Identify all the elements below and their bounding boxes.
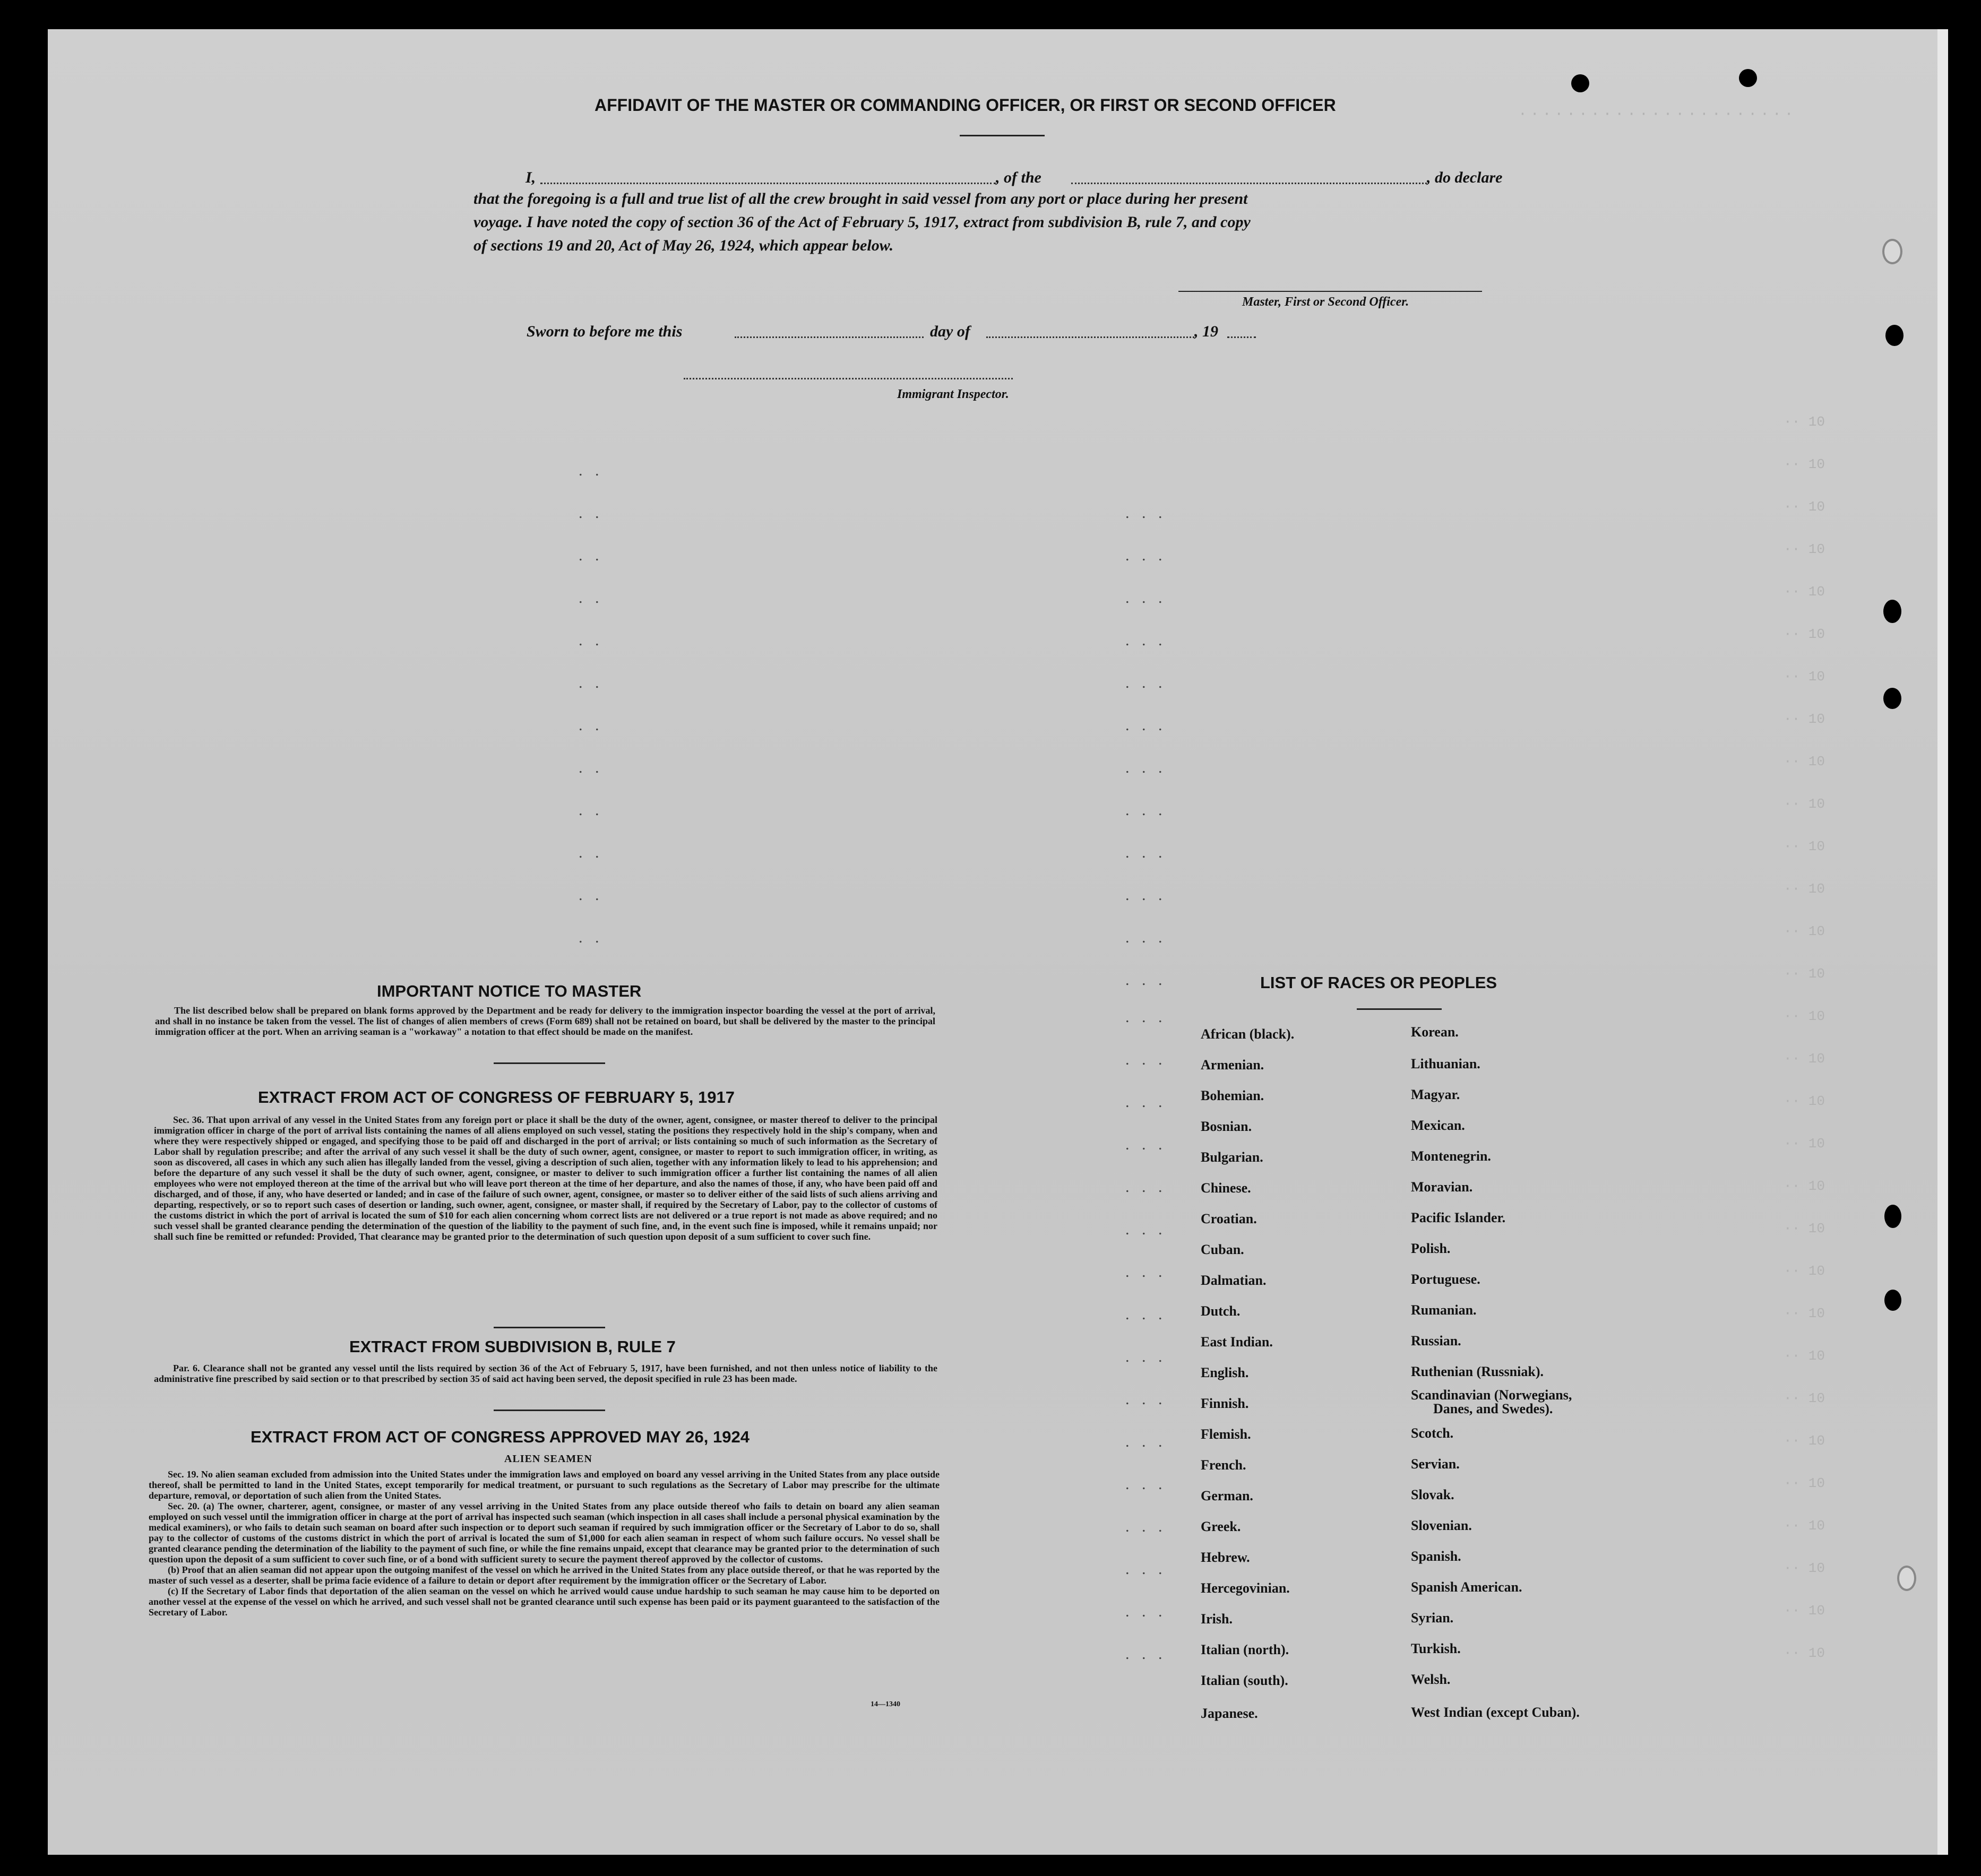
extract-1917-text [154,1114,937,1242]
race-item: French. [1201,1457,1246,1473]
year-prefix-label: , 19 [1194,323,1218,340]
affidavit-body-line1: that the foregoing is a full and true list of all the crew brought in said vessel from any port or place during her present [473,190,1248,208]
section-19-paragraph: Sec. 19. No alien seaman excluded from admission into the United States under the immigration laws and employed on board any vessel arriving in the United States from any place outside thereof, shall be permitted to land in the United States, except temporarily for medical treatment, or pursuant to such regulations as the Secretary of Labor may prescribe for the ultimate departure, removal, or deportation of such alien from the United States. [149,1469,940,1501]
of-the-label: , of the [996,169,1041,186]
punch-hole [1739,69,1757,87]
do-declare-label: , do declare [1427,169,1503,186]
race-item: Hercegovinian. [1201,1580,1290,1596]
day-of-label: day of [930,323,970,340]
declarant-label: I, [526,169,536,186]
master-signature-line[interactable] [1178,291,1482,292]
section-36-paragraph: Sec. 36. That upon arrival of any vessel in the United States from any foreign port or place it shall be the duty of the owner, agent, consignee, or master thereof to deliver to the principal immigration officer in charge of the port of arrival lists containing the names of all aliens employed on such vessel, stating the positions they respectively hold in the ship's company, when and where they were respectively shipped or engaged, and specifying those to be paid off and discharged in the port of arrival; or lists containing so much of such information as the Secretary of Labor shall by regulation prescribe; and after the arrival of any such vessel it shall be the duty of such owner, agent, consignee, or master to report to such immigration officer, in writing, as soon as discovered, all cases in which any such alien has illegally landed from the vessel, giving a description of such alien, together with any information likely to lead to his apprehension; and before the departure of any such vessel it shall be the duty of such owner, agent, consignee, or master to deliver to such immigration officer a further list containing the names of all alien employees who were not employed thereon at the time of the arrival but who will leave port thereon at the time of her departure, and also the names of those, if any, who have been paid off and discharged, and of those, if any, who have deserted or landed; and in case of the failure of such owner, agent, consignee, or master so to deliver either of the said lists of such aliens arriving and departing, respectively, or so to report such cases of desertion or landing, such owner, agent, consignee, or master shall, if required by the Secretary of Labor, pay to the collector of customs of the customs district in which the port of arrival is located the sum of $10 for each alien concerning whom correct lists are not delivered or a true report is not made as above required; and no such vessel shall be granted clearance pending the determination of the question of the liability to the payment of such fine, and, in the event such fine is imposed, while it remains unpaid; nor shall such fine be remitted or refunded: Provided, That clearance may be granted prior to the determination of such question upon deposit of a sum sufficient to cover such fine. [154,1114,937,1242]
notice-text [155,1005,935,1037]
race-item: Bosnian. [1201,1119,1252,1134]
race-item: Italian (north). [1201,1642,1289,1657]
form-number: 14—1340 [871,1700,900,1708]
race-item: Flemish. [1201,1427,1251,1442]
race-item: Spanish American. [1411,1579,1522,1595]
punch-hole [1883,600,1901,623]
race-item: Bohemian. [1201,1088,1264,1103]
race-item: Dutch. [1201,1303,1241,1319]
punch-hole [1884,1205,1901,1228]
race-item: German. [1201,1488,1253,1503]
punch-hole [1885,325,1904,346]
extract-rule7-title: EXTRACT FROM SUBDIVISION B, RULE 7 [349,1337,676,1356]
race-item: African (black). [1201,1026,1295,1042]
section-divider [494,1327,605,1328]
race-item: Irish. [1201,1611,1233,1627]
punch-hole [1884,1290,1901,1311]
master-caption: Master, First or Second Officer. [1242,295,1409,309]
declarant-name-field[interactable] [540,183,996,184]
race-item-continuation: Danes, and Swedes). [1433,1401,1553,1416]
section-divider [494,1062,605,1064]
race-item: Finnish. [1201,1396,1249,1411]
race-item: Moravian. [1411,1179,1473,1195]
punch-hole-ring [1897,1566,1916,1591]
race-item: Hebrew. [1201,1550,1250,1565]
sworn-label: Sworn to before me this [527,323,683,340]
race-item: Montenegrin. [1411,1148,1491,1164]
race-item: Croatian. [1201,1211,1257,1226]
race-item: Italian (south). [1201,1673,1288,1688]
sworn-day-field[interactable] [735,336,924,338]
section-20c-paragraph: (c) If the Secretary of Labor finds that deportation of the alien seaman on the vessel on which he arrived would cause undue hardship to such seaman he may cause him to be deported on another vessel at the expense of the vessel on which he arrived, and such vessel shall not be granted clearance until such expense has been paid or its payment guaranteed to the satisfaction of the Secretary of Labor. [149,1586,940,1618]
race-item: Bulgarian. [1201,1149,1263,1165]
race-item: Servian. [1411,1456,1460,1472]
race-item: English. [1201,1365,1249,1380]
race-item: Pacific Islander. [1411,1210,1506,1225]
notice-paragraph: The list described below shall be prepared on blank forms approved by the Department and be ready for delivery to the immigration inspector boarding the vessel at the port of arrival, and shall in no instance be taken from the vessel. The list of changes of alien members of crews (Form 689) shall not be retained on board, but shall be delivered by the master to the principal immigration officer at the port. When an arriving seaman is a "workaway" a notation to that effect should be made on the manifest. [155,1005,935,1037]
race-item: Lithuanian. [1411,1056,1480,1071]
notice-title: IMPORTANT NOTICE TO MASTER [377,982,642,1000]
vessel-name-field[interactable] [1071,183,1427,184]
race-item: Chinese. [1201,1180,1251,1196]
extract-rule7-text [154,1363,937,1384]
extract-1924-title: EXTRACT FROM ACT OF CONGRESS APPROVED MAY 26, 1924 [251,1428,750,1446]
affidavit-body-line2: voyage. I have noted the copy of section 36 of the Act of February 5, 1917, extract from subdivision B, rule 7, and copy [473,213,1251,231]
races-title: LIST OF RACES OR PEOPLES [1260,973,1497,992]
race-item: Korean. [1411,1024,1459,1040]
punch-hole [1883,688,1901,709]
races-underline [1357,1008,1442,1010]
sworn-year-field[interactable] [1227,336,1256,338]
race-item: Armenian. [1201,1057,1264,1073]
paragraph-6: Par. 6. Clearance shall not be granted any vessel until the lists required by section 36 of the Act of February 5, 1917, have been furnished, and not then unless notice of liability to the administrative fine prescribed by said section or to that prescribed by section 35 of said act having been served, the deposit specified in rule 23 has been made. [154,1363,937,1384]
race-item: Magyar. [1411,1087,1460,1102]
sworn-month-field[interactable] [986,336,1194,338]
race-item: Polish. [1411,1241,1451,1256]
race-item: Greek. [1201,1519,1241,1534]
race-item: Cuban. [1201,1242,1244,1257]
extract-1917-title: EXTRACT FROM ACT OF CONGRESS OF FEBRUARY 5, 1917 [258,1088,735,1106]
race-item: Syrian. [1411,1610,1454,1626]
section-20a-paragraph: Sec. 20. (a) The owner, charterer, agent, consignee, or master of any vessel arriving in the United States from any place outside thereof who fails to detain on board any alien seaman employed on such vessel until the immigration officer in charge at the port of arrival has inspected such seaman (which inspection in all cases shall include a personal physical examination by the medical examiners), or who fails to detain such seaman on board after such inspection or to deport such seaman if required by such immigration officer or the Secretary of Labor to do so, shall pay to the collector of customs of the customs district in which the port of arrival is located the sum of $1,000 for each alien seaman in respect of whom such failure occurs. No vessel shall be granted clearance pending the determination of the liability to the payment of such fine, or while the fine remains unpaid, except that clearance may be granted prior to the determination of such question upon the deposit of a sum sufficient to cover such fine, or of a bond with sufficient surety to secure the payment thereof approved by the collector of customs. [149,1501,940,1564]
race-item: Slovenian. [1411,1518,1472,1533]
punch-hole [1571,74,1589,92]
section-divider [494,1410,605,1411]
inspector-signature-line[interactable] [684,378,1013,379]
race-item: Slovak. [1411,1487,1454,1502]
race-item: Scotch. [1411,1425,1454,1441]
affidavit-body-line3: of sections 19 and 20, Act of May 26, 1924, which appear below. [473,237,894,254]
race-item: East Indian. [1201,1334,1273,1350]
race-item: Welsh. [1411,1672,1451,1687]
race-item: West Indian (except Cuban). [1411,1705,1580,1720]
alien-seamen-subtitle: ALIEN SEAMEN [504,1453,592,1465]
race-item: Russian. [1411,1333,1461,1348]
page-edge [1937,29,1948,1855]
race-item: Turkish. [1411,1641,1461,1656]
race-item: Portuguese. [1411,1272,1480,1287]
punch-hole-ring [1882,239,1902,264]
race-item: Japanese. [1201,1706,1258,1721]
affidavit-title: AFFIDAVIT OF THE MASTER OR COMMANDING OFFICER, OR FIRST OR SECOND OFFICER [595,96,1336,115]
inspector-caption: Immigrant Inspector. [897,387,1009,401]
section-20b-paragraph: (b) Proof that an alien seaman did not appear upon the outgoing manifest of the vessel on which he arrived in the United States from any place outside thereof, or that he was reported by the master of such vessel as a deserter, shall be prima facie evidence of a failure to detain or deport after requirement by the immigration officer or the Secretary of Labor. [149,1564,940,1586]
extract-1924-text [149,1469,940,1618]
race-item: Rumanian. [1411,1302,1477,1318]
race-item: Spanish. [1411,1549,1461,1564]
title-underline [960,135,1045,136]
race-item: Ruthenian (Russniak). [1411,1364,1544,1379]
race-item: Mexican. [1411,1118,1465,1133]
race-item: Scandinavian (Norwegians, [1411,1387,1572,1403]
race-item: Dalmatian. [1201,1273,1267,1288]
